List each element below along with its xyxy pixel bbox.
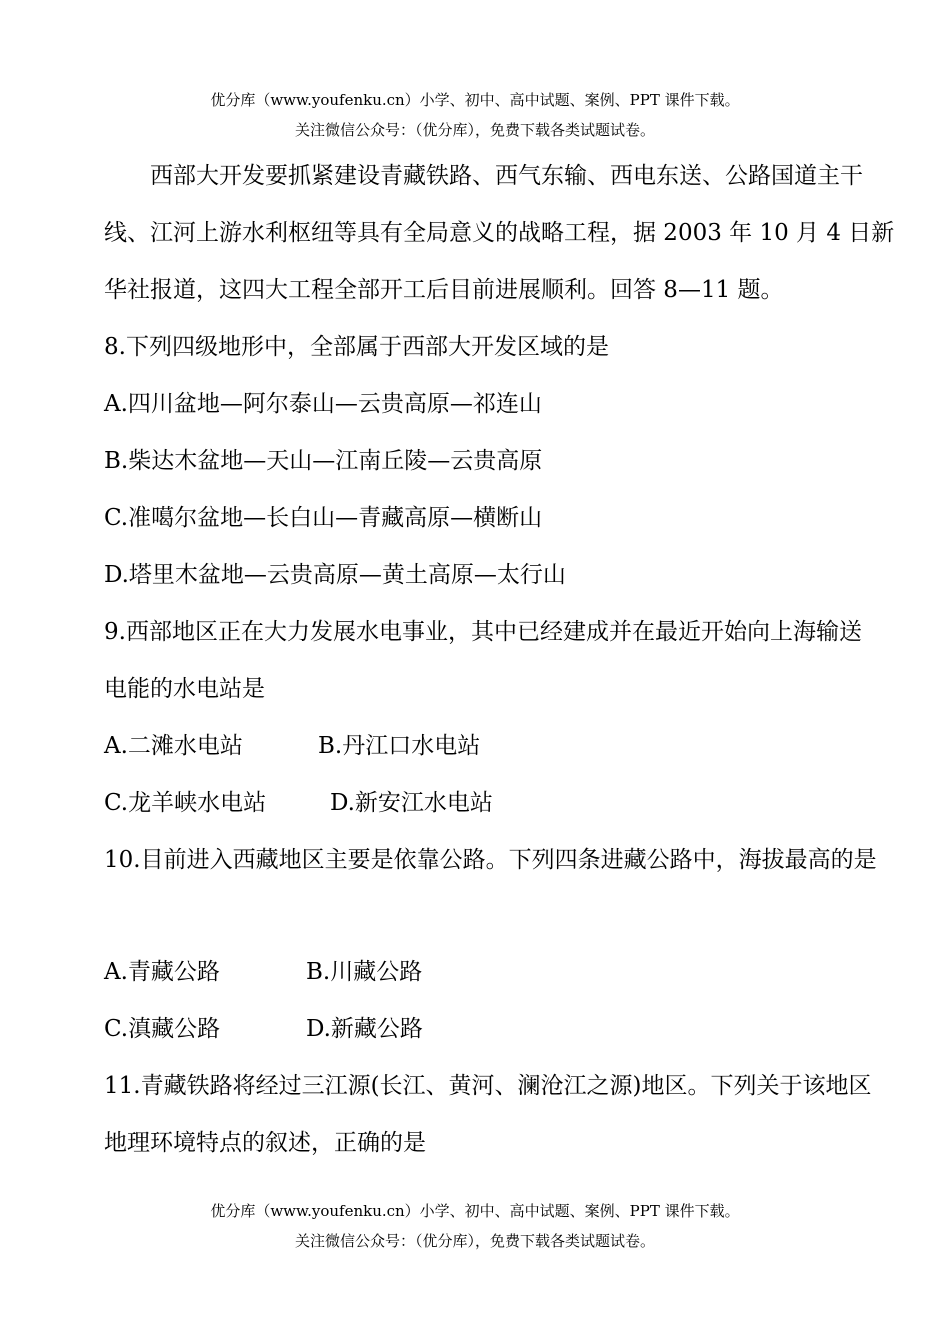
q8-option-c: C.准噶尔盆地—长白山—青藏高原—横断山 bbox=[104, 505, 543, 531]
q10-option-c: C.滇藏公路 bbox=[104, 1016, 221, 1042]
q8-option-b: B.柴达木盆地—天山—江南丘陵—云贵高原 bbox=[104, 448, 543, 474]
q9-stem-line-1: 9.西部地区正在大力发展水电事业，其中已经建成并在最近开始向上海输送 bbox=[104, 619, 862, 645]
q10-option-a: A.青藏公路 bbox=[104, 959, 220, 985]
q11-stem-line-1: 11.青藏铁路将经过三江源(长江、黄河、澜沧江之源)地区。下列关于该地区 bbox=[104, 1073, 872, 1099]
q10-option-b: B.川藏公路 bbox=[306, 959, 423, 985]
q11-stem-line-2: 地理环境特点的叙述，正确的是 bbox=[104, 1130, 426, 1156]
footer-line-2: 关注微信公众号：（优分库），免费下载各类试题试卷。 bbox=[294, 1232, 655, 1250]
intro-line-1: 西部大开发要抓紧建设青藏铁路、西气东输、西电东送、公路国道主干 bbox=[150, 163, 863, 189]
header-line-1: 优分库（www.youfenku.cn）小学、初中、高中试题、案例、PPT 课件下载。 bbox=[210, 91, 740, 109]
q10-stem: 10.目前进入西藏地区主要是依靠公路。下列四条进藏公路中，海拔最高的是 bbox=[104, 847, 877, 873]
q10-option-d: D.新藏公路 bbox=[306, 1016, 423, 1042]
header-line-2: 关注微信公众号：（优分库），免费下载各类试题试卷。 bbox=[294, 121, 655, 139]
q8-option-d: D.塔里木盆地—云贵高原—黄土高原—太行山 bbox=[104, 562, 566, 588]
q9-option-a: A.二滩水电站 bbox=[104, 733, 243, 759]
intro-line-3: 华社报道，这四大工程全部开工后目前进展顺利。回答 8—11 题。 bbox=[104, 277, 784, 303]
intro-line-2: 线、江河上游水利枢纽等具有全局意义的战略工程，据 2003 年 10 月 4 日新 bbox=[104, 220, 895, 246]
footer-line-1: 优分库（www.youfenku.cn）小学、初中、高中试题、案例、PPT 课件下载。 bbox=[210, 1202, 740, 1220]
q8-option-a: A.四川盆地—阿尔泰山—云贵高原—祁连山 bbox=[104, 391, 542, 417]
q9-stem-line-2: 电能的水电站是 bbox=[104, 676, 265, 702]
q9-option-b: B.丹江口水电站 bbox=[318, 733, 481, 759]
q8-stem: 8.下列四级地形中，全部属于西部大开发区域的是 bbox=[104, 334, 609, 360]
q9-option-c: C.龙羊峡水电站 bbox=[104, 790, 267, 816]
q9-option-d: D.新安江水电站 bbox=[330, 790, 493, 816]
